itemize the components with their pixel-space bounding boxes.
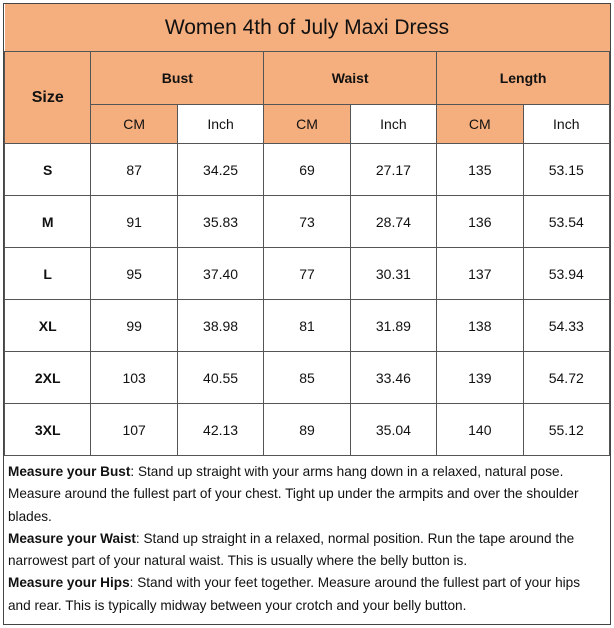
cell-waist-in: 31.89 [350,300,436,352]
waist-cm-header: CM [264,105,350,144]
cell-bust-in: 38.98 [177,300,263,352]
table-row [5,248,610,300]
cell-waist-cm: 89 [264,404,350,456]
cell-waist-cm: 85 [264,352,350,404]
cell-waist-cm: 81 [264,300,350,352]
cell-waist-cm: 77 [264,248,350,300]
cell-length-in: 54.33 [523,300,609,352]
cell-bust-in: 42.13 [177,404,263,456]
bust-inch-header: Inch [177,105,263,144]
size-table [4,4,610,456]
cell-length-in: 53.54 [523,196,609,248]
chart-title: Women 4th of July Maxi Dress [5,4,610,52]
bust-header: Bust [91,52,264,105]
note-hips-label: Measure your Hips [8,575,130,591]
table-row [5,404,610,456]
cell-size: S [5,144,91,196]
cell-bust-in: 40.55 [177,352,263,404]
cell-waist-in: 28.74 [350,196,436,248]
waist-inch-header: Inch [350,105,436,144]
note-waist-label: Measure your Waist [8,530,136,546]
size-header: Size [5,52,91,144]
waist-header: Waist [264,52,437,105]
cell-length-cm: 139 [437,352,523,404]
cell-length-in: 53.94 [523,248,609,300]
table-row [5,300,610,352]
cell-length-cm: 140 [437,404,523,456]
length-header: Length [437,52,610,105]
bust-cm-header: CM [91,105,177,144]
measuring-notes [4,456,610,617]
cell-waist-in: 35.04 [350,404,436,456]
cell-bust-cm: 87 [91,144,177,196]
cell-waist-cm: 73 [264,196,350,248]
length-cm-header: CM [437,105,523,144]
table-row [5,352,610,404]
note-hips [8,572,606,617]
cell-length-in: 53.15 [523,144,609,196]
cell-bust-cm: 95 [91,248,177,300]
cell-size: L [5,248,91,300]
cell-size: XL [5,300,91,352]
cell-bust-in: 35.83 [177,196,263,248]
cell-bust-cm: 99 [91,300,177,352]
cell-waist-cm: 69 [264,144,350,196]
cell-length-cm: 137 [437,248,523,300]
cell-length-cm: 135 [437,144,523,196]
note-hips-text: : Stand with your feet together. Measure around the fullest part of your hips and rear. This is typically midway between your crotch and your belly button. [8,575,581,613]
note-bust-label: Measure your Bust [8,464,131,479]
cell-length-in: 54.72 [523,352,609,404]
cell-waist-in: 30.31 [350,248,436,300]
size-chart [3,3,611,625]
note-bust-text: : Stand up straight with your arms hang down in a relaxed, natural pose. Measure around the fullest part of your chest. Tight up under the armpits and over the shoulder blades. [8,464,579,524]
note-waist [8,528,606,573]
cell-size: M [5,196,91,248]
cell-waist-in: 27.17 [350,144,436,196]
length-inch-header: Inch [523,105,609,144]
cell-size: 3XL [5,404,91,456]
cell-bust-in: 34.25 [177,144,263,196]
note-waist-text: : Stand up straight in a relaxed, normal position. Run the tape around the narrowest part of your natural waist. This is usually where the belly button is. [8,530,575,569]
table-row [5,196,610,248]
cell-length-in: 55.12 [523,404,609,456]
note-bust [8,461,606,528]
cell-size: 2XL [5,352,91,404]
cell-bust-cm: 107 [91,404,177,456]
cell-length-cm: 136 [437,196,523,248]
cell-length-cm: 138 [437,300,523,352]
cell-bust-cm: 91 [91,196,177,248]
cell-waist-in: 33.46 [350,352,436,404]
table-row [5,144,610,196]
cell-bust-cm: 103 [91,352,177,404]
cell-bust-in: 37.40 [177,248,263,300]
